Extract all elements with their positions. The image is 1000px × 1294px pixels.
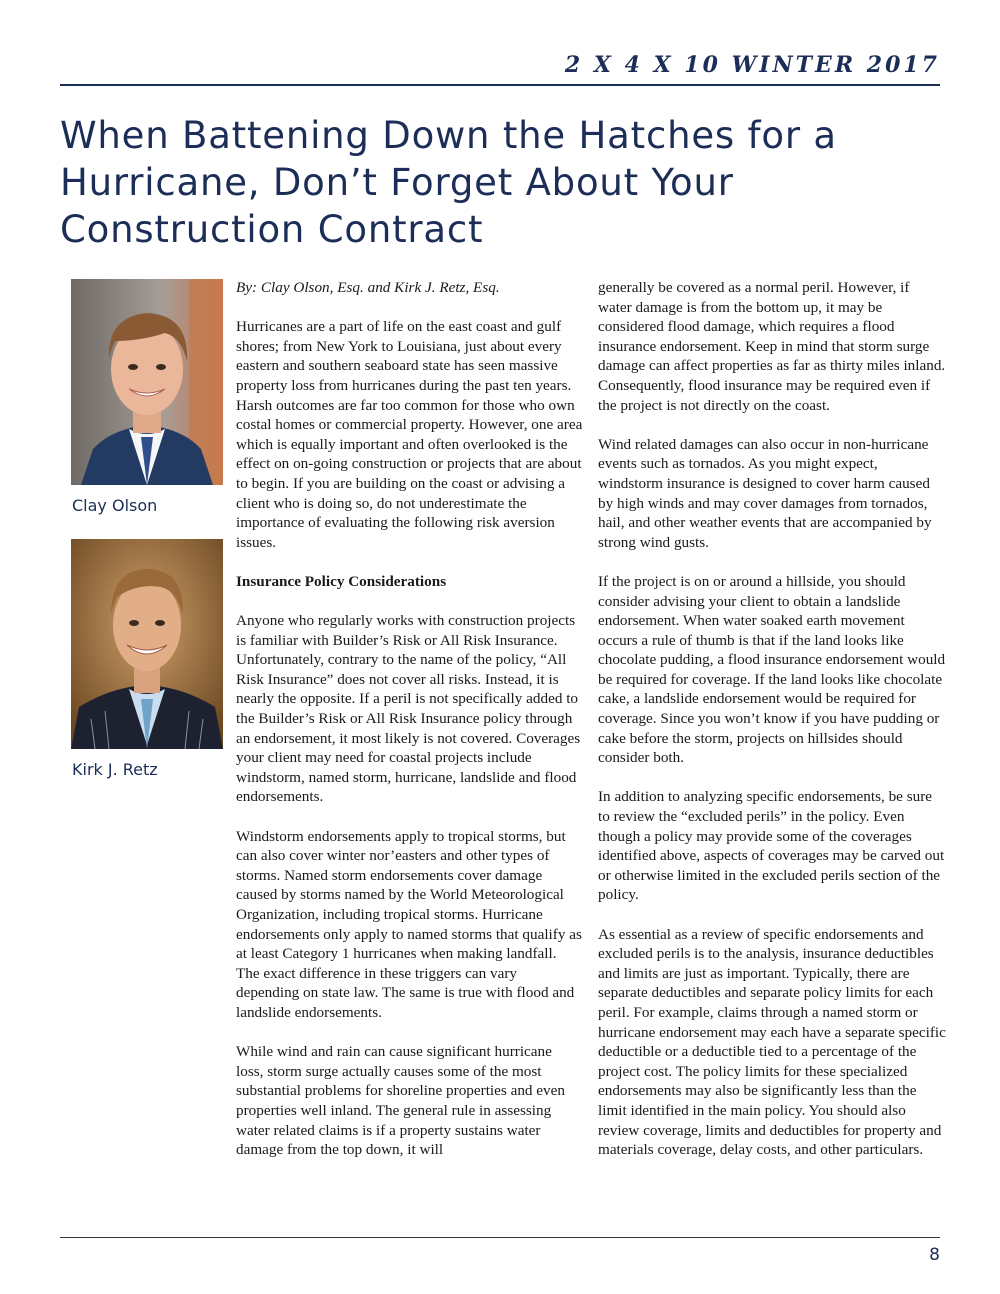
footer-rule xyxy=(60,1237,940,1238)
paragraph: While wind and rain can cause significant hurricane loss, storm surge actually causes some of the most substantial problems for shoreline properties and even properties well inland. The general rule in assessing water related claims is if a property sustains water damage from the top down, it will xyxy=(236,1043,565,1159)
paragraph: generally be covered as a normal peril. However, if water damage is from the bottom up, it may be considered flood damage, which requires a flood insurance endorsement. Keep in mind that storm surge damage can affect properties as far as thirty miles inland. Consequently, flood insurance may be required even if the project is not directly on the coast. xyxy=(598,279,946,414)
portrait-kirk-retz-icon xyxy=(71,539,223,749)
author-caption: Clay Olson xyxy=(72,496,158,515)
author-photo-clay-olson xyxy=(71,279,223,485)
page-number: 8 xyxy=(929,1245,940,1265)
portrait-clay-olson-icon xyxy=(71,279,223,485)
paragraph: If the project is on or around a hillside, you should consider advising your client to obtain a landslide endorsement. When water soaked earth movement occurs a rule of thumb is that if the land looks like chocolate pudding, a flood insurance endorsement would be required for coverage. If the land looks like chocolate cake, a landslide endorsement would be required for coverage. Since you won’t know if you have pudding or cake before the storm, projects on hillsides should consider both. xyxy=(598,572,946,767)
article-column-middle xyxy=(236,278,583,1179)
paragraph: As essential as a review of specific endorsements and excluded perils is to the analysis, insurance deductibles and limits are just as important. Typically, there are separate deductibles and separate policy limits for each peril. For example, claims through a named storm or hurricane endorsement may each have a separate specific deductible or a deductible tied to a percentage of the project cost. The policy limits for these specialized endorsements may also be significantly less than the limit identified in the main policy. You should also review coverage, limits and deductibles for property and materials coverage, delay costs, and other particulars. xyxy=(598,925,946,1159)
section-heading: Insurance Policy Considerations xyxy=(236,572,447,590)
article-column-right xyxy=(598,278,946,1179)
article-title: When Battening Down the Hatches for a Hurricane, Don’t Forget About Your Construction Contract xyxy=(60,114,837,251)
byline: By: Clay Olson, Esq. and Kirk J. Retz, Esq. xyxy=(236,279,500,296)
paragraph: Windstorm endorsements apply to tropical storms, but can also cover winter nor’easters and other types of storms. Named storm endorsements cover damage caused by storms named by the World Meteorological Organization, including tropical storms. Hurricane endorsements only apply to named storms that qualify as at least Category 1 hurricanes when making landfall. The exact difference in these triggers can vary depending on state law. The same is true with flood and landslide endorsements. xyxy=(236,827,582,1021)
masthead xyxy=(60,52,940,86)
paragraph: In addition to analyzing specific endorsements, be sure to review the “excluded perils” in the policy. Even though a policy may provide some of the coverages identified above, aspects of coverages may be carved out or otherwise limited in the excluded perils section of the policy. xyxy=(598,788,945,904)
author-caption: Kirk J. Retz xyxy=(72,760,158,779)
masthead-rule xyxy=(60,84,940,86)
author-photo-kirk-retz xyxy=(71,539,223,749)
paragraph: Hurricanes are a part of life on the east coast and gulf shores; from New York to Louisiana, just about every eastern and southern seaboard state has seen massive property loss from hurricanes during the past ten years. Harsh outcomes are far too common for those who own costal homes or commercial property. However, one area which is equally important and often overlooked is the effect on on-going construction or projects that are about to begin. If you are building on the coast or advising a client who is doing so, do not underestimate the importance of evaluating the following risk aversion issues. xyxy=(236,318,583,551)
paragraph: Wind related damages can also occur in non-hurricane events such as tornados. As you might expect, windstorm insurance is designed to cover harm caused by high winds and may cover damages from tornados, hail, and other weather events that are accompanied by strong wind gusts. xyxy=(598,435,932,551)
paragraph: Anyone who regularly works with construction projects is familiar with Builder’s Risk or All Risk Insurance. Unfortunately, contrary to the name of the policy, “All Risk Insurance” does not cover all risks. Instead, it is nearly the opposite. If a peril is not specifically added to the Builder’s Risk or All Risk Insurance policy through an endorsement, it most likely is not covered. Coverages your client may need for coastal projects include windstorm, named storm, hurricane, landslide and flood endorsements. xyxy=(236,612,581,806)
publication-issue: 2 X 4 X 10 WINTER 2017 xyxy=(564,52,940,78)
